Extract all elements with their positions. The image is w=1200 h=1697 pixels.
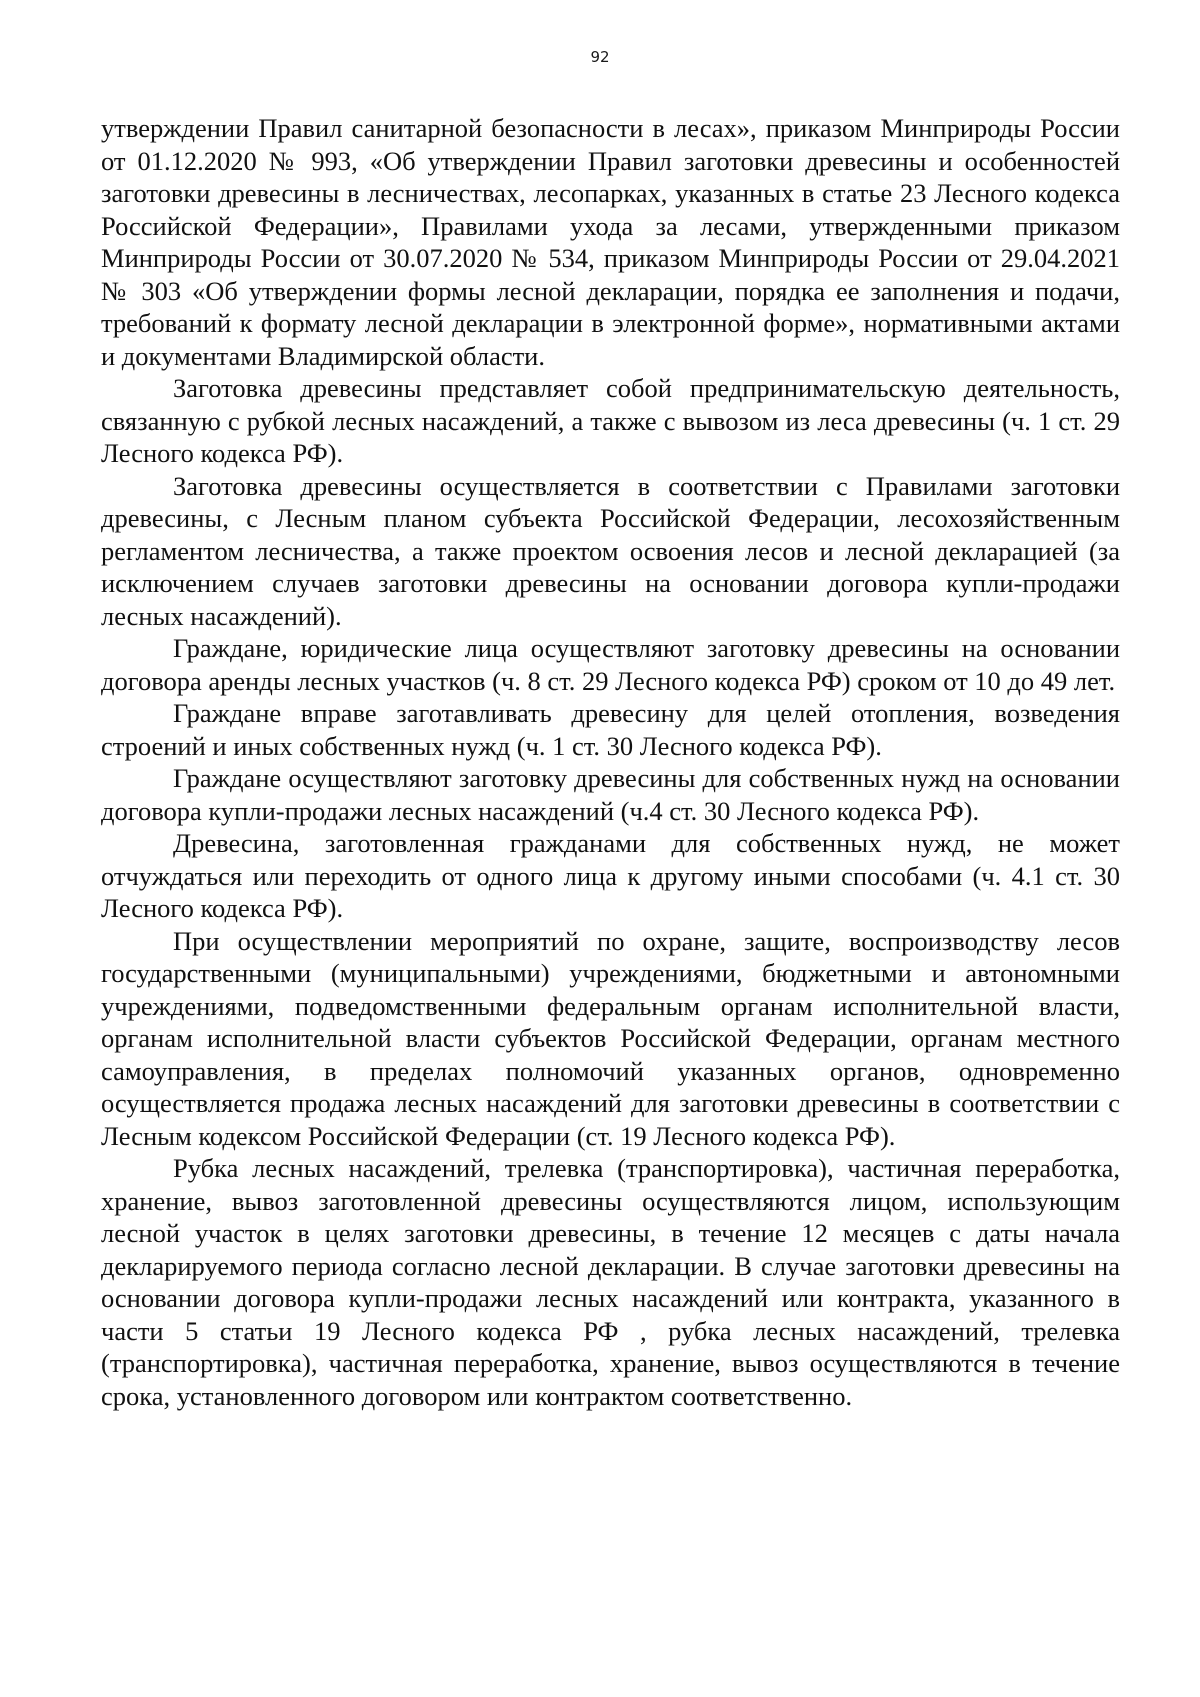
paragraph: Заготовка древесины представляет собой предпринимательскую деятельность, связанную с рубкой лесных насаждений, а также с вывозом из леса древесины (ч. 1 ст. 29 Лесного кодекса РФ).: [101, 373, 1120, 468]
paragraph: Рубка лесных насаждений, трелевка (транспортировка), частичная переработка, хранение, вывоз заготовленной древесины осуществляются лицом, использующим лесной участок в целях заготовки древесины, в течение 12 месяцев с даты начала декларируемого периода согласно лесной декларации. В случае заготовки древесины на основании договора купли-продажи лесных насаждений или контракта, указанного в части 5 статьи 19 Лесного кодекса РФ , рубка лесных насаждений, трелевка (транспортировка), частичная переработка, хранение, вывоз осуществляются в течение срока, установленного договором или контрактом соответственно.: [101, 1153, 1120, 1411]
paragraph: Заготовка древесины осуществляется в соответствии с Правилами заготовки древесины, с Лесным планом субъекта Российской Федерации, лесохозяйственным регламентом лесничества, а также проектом освоения лесов и лесной декларацией (за исключением случаев заготовки древесины на основании договора купли-продажи лесных насаждений).: [101, 470, 1120, 631]
paragraph: При осуществлении мероприятий по охране, защите, воспроизводству лесов государственными (муниципальными) учреждениями, бюджетными и автономными учреждениями, подведомственными федеральным органам исполнительной власти, органам исполнительной власти субъектов Российской Федерации, органам местного самоуправления, в пределах полномочий указанных органов, одновременно осуществляется продажа лесных насаждений для заготовки древесины в соответствии с Лесным кодексом Российской Федерации (ст. 19 Лесного кодекса РФ).: [101, 925, 1120, 1151]
paragraph: Граждане вправе заготавливать древесину для целей отопления, возведения строений и иных собственных нужд (ч. 1 ст. 30 Лесного кодекса РФ).: [101, 698, 1120, 761]
paragraph: Древесина, заготовленная гражданами для собственных нужд, не может отчуждаться или переходить от одного лица к другому иными способами (ч. 4.1 ст. 30 Лесного кодекса РФ).: [101, 828, 1120, 923]
paragraph: Граждане осуществляют заготовку древесины для собственных нужд на основании договора купли-продажи лесных насаждений (ч.4 ст. 30 Лесного кодекса РФ).: [101, 763, 1120, 826]
paragraph: Граждане, юридические лица осуществляют заготовку древесины на основании договора аренды лесных участков (ч. 8 ст. 29 Лесного кодекса РФ) сроком от 10 до 49 лет.: [101, 633, 1120, 696]
paragraph-continuation: утверждении Правил санитарной безопасности в лесах», приказом Минприроды России от 01.12.2020 № 993, «Об утверждении Правил заготовки древесины и особенностей заготовки древесины в лесничествах, лесопарках, указанных в статье 23 Лесного кодекса Российской Федерации», Правилами ухода за лесами, утвержденными приказом Минприроды России от 30.07.2020 № 534, приказом Минприроды России от 29.04.2021 № 303 «Об утверждении формы лесной декларации, порядка ее заполнения и подачи, требований к формату лесной декларации в электронной форме», нормативными актами и документами Владимирской области.: [101, 113, 1120, 371]
document-body: [101, 112, 1120, 1412]
page-number: 92: [590, 48, 610, 66]
